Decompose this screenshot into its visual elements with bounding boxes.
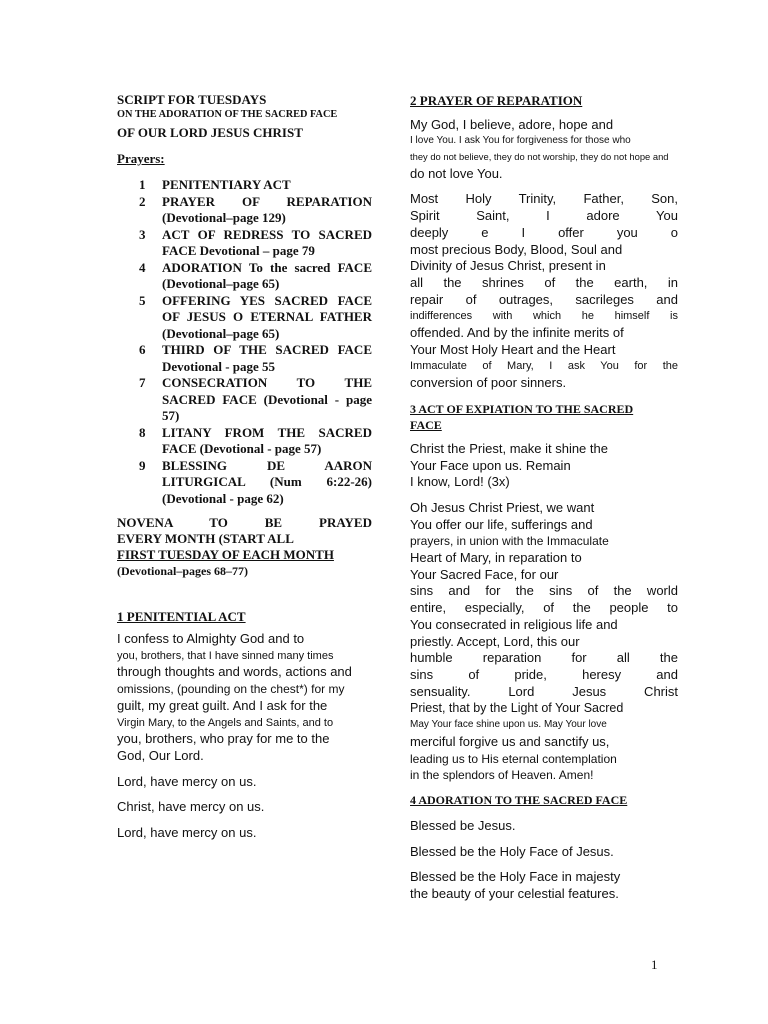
text-line: Virgin Mary, to the Angels and Saints, and to [117,716,334,729]
text-line: Blessed be the Holy Face in majesty [410,869,621,885]
reparation-heading: 2 PRAYER OF REPARATION [410,93,583,108]
text-line: Blessed be the Holy Face of Jesus. [410,843,614,859]
text-line: Divinity of Jesus Christ, present in [410,258,606,274]
text-line: humble reparation for all the [410,650,678,666]
prayer-item: 7 CONSECRATION TO THE SACRED FACE (Devotional - page 57) [139,375,372,423]
oh-jesus-paragraph [410,500,678,784]
prayers-heading: Prayers: [117,151,165,166]
text-line: Your Sacred Face, for our [410,566,559,582]
text-line: Most Holy Trinity, Father, Son, [410,191,678,207]
text-line: You offer our life, sufferings and [410,516,593,532]
expiation-heading: 3 ACT OF EXPIATION TO THE SACRED FACE [410,401,634,432]
text-line: Your Most Holy Heart and the Heart [410,341,616,357]
page-number: 1 [651,957,658,972]
text-line: omissions, (pounding on the chest*) for my [117,682,345,697]
text-line: Blessed be Jesus. [410,817,516,833]
text-line: sins of pride, heresy and [410,666,678,682]
text-line: all the shrines of the earth, in [410,274,678,290]
text-line: I know, Lord! (3x) [410,474,510,490]
reparation-paragraph [410,191,678,391]
adoration-heading: 4 ADORATION TO THE SACRED FACE [410,792,628,807]
novena-line-3: FIRST TUESDAY OF EACH MONTH [117,547,334,562]
adoration-text [410,818,678,903]
prayer-item: 3 ACT OF REDRESS TO SACRED FACE Devotional – page 79 [139,226,372,258]
text-line: offended. And by the infinite merits of [410,325,624,341]
text-line: the beauty of your celestial features. [410,886,619,902]
text-line: through thoughts and words, actions and [117,664,352,680]
prayer-item: 9 BLESSING DE AARON LITURGICAL (Num 6:22-26) (Devotional - page 62) [139,457,372,506]
expiation-text [410,441,678,784]
text-line: conversion of poor sinners. [410,375,567,391]
text-line: prayers, in union with the Immaculate [410,534,609,549]
prayer-item: 4 ADORATION To the sacred FACE (Devotional–page 65) [139,259,372,291]
novena-line-2: EVERY MONTH (START ALL [117,531,294,546]
text-line: Oh Jesus Christ Priest, we want [410,499,595,515]
text-line: leading us to His eternal contemplation [410,751,617,766]
text-line: Immaculate of Mary, I ask You for the [410,360,678,373]
text-line: May Your face shine upon us. May Your love [410,719,607,731]
text-line: sins and for the sins of the world [410,583,678,599]
mercy-line-2: Christ, have mercy on us. [117,799,265,815]
text-line: do not love You. [410,165,503,181]
text-line: Priest, that by the Light of Your Sacred [410,701,624,716]
text-line: Your Face upon us. Remain [410,457,571,473]
text-line: you, brothers, that I have sinned many times [117,649,334,662]
prayers-list [117,177,372,507]
text-line: You consecrated in religious life and [410,616,618,632]
novena-line-4: (Devotional–pages 68–77) [117,564,248,578]
title-line-3: OF OUR LORD JESUS CHRIST [117,125,303,140]
text-line: you, brothers, who pray for me to the [117,731,330,747]
text-line: priestly. Accept, Lord, this our [410,633,580,649]
reparation-text [410,117,678,392]
mercy-line-3: Lord, have mercy on us. [117,825,257,841]
text-line: I love You. I ask You for forgiveness for those who [410,134,631,146]
title-line-2: ON THE ADORATION OF THE SACRED FACE [117,109,338,120]
prayer-item: 5 OFFERING YES SACRED FACE OF JESUS O ETERNAL FATHER (Devotional–page 65) [139,292,372,341]
right-column [410,92,678,903]
text-line: Spirit Saint, I adore You [410,208,678,224]
text-line: I confess to Almighty God and to [117,631,305,646]
text-line: in the splendors of Heaven. Amen! [410,768,594,783]
novena-block [117,515,372,579]
prayer-item: 6 THIRD OF THE SACRED FACE Devotional - page 55 [139,342,372,374]
penitential-text [117,631,372,842]
text-line: merciful forgive us and sanctify us, [410,733,610,749]
text-line: most precious Body, Blood, Soul and [410,241,623,257]
text-line: guilt, my great guilt. And I ask for the [117,697,328,713]
left-column [117,92,372,842]
mercy-line-1: Lord, have mercy on us. [117,773,257,789]
text-line: sensuality. Lord Jesus Christ [410,683,678,699]
text-line: Christ the Priest, make it shine the [410,440,608,456]
text-line: indifferences with which he himself is [410,310,678,323]
title-line-1: SCRIPT FOR TUESDAYS [117,92,267,107]
novena-line-1: NOVENA TO BE PRAYED [117,515,372,530]
text-line: God, Our Lord. [117,747,204,763]
prayer-item: 8 LITANY FROM THE SACRED FACE (Devotional - page 57) [139,424,372,456]
text-line: My God, I believe, adore, hope and [410,117,614,132]
text-line: entire, especially, of the people to [410,600,678,616]
prayer-item: 2 PRAYER OF REPARATION (Devotional–page 129) [139,193,372,225]
prayer-item: 1 PENITENTIARY ACT [139,177,291,192]
text-line: Heart of Mary, in reparation to [410,550,582,566]
text-line: repair of outrages, sacrileges and [410,291,678,307]
penitential-heading: 1 PENITENTIAL ACT [117,609,246,624]
text-line: deeply e I offer you o [410,224,678,240]
text-line: they do not believe, they do not worship, they do not hope and [410,150,669,162]
